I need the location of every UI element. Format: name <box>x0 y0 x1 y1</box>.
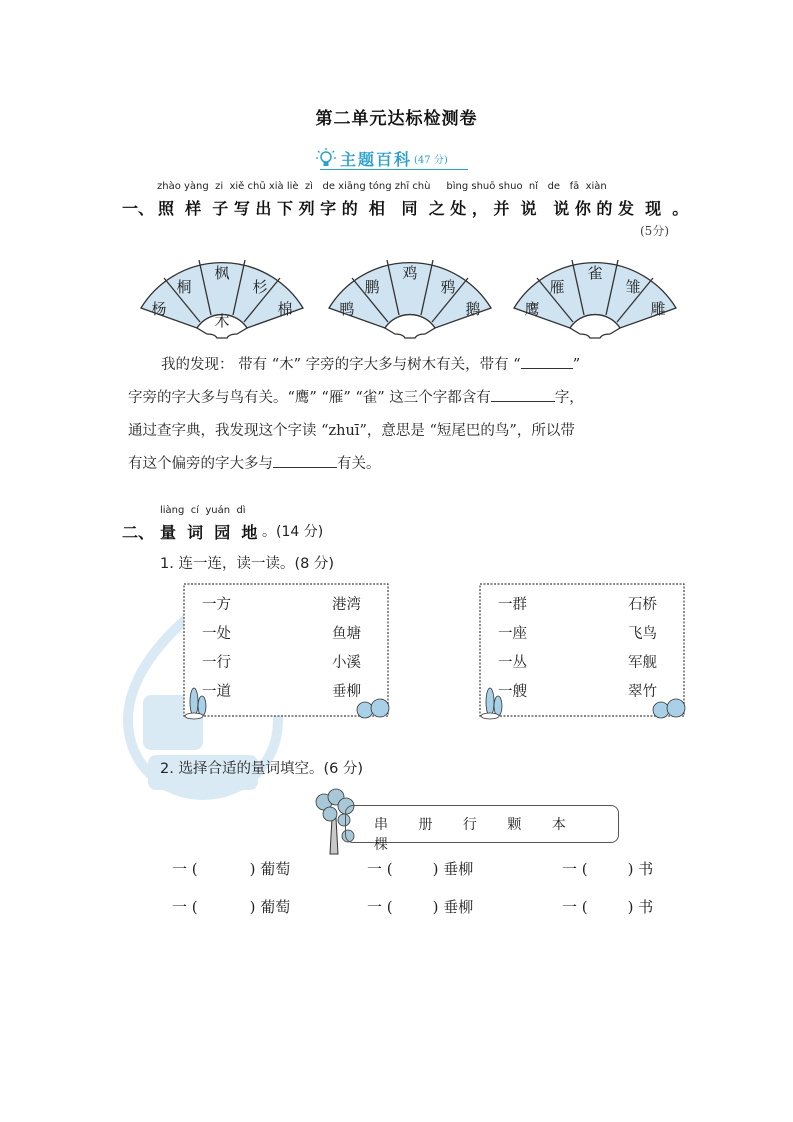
page-title: 第二单元达标检测卷 <box>315 109 478 129</box>
word-bank-item: 串 <box>374 817 388 833</box>
fan-char: 杨 <box>151 300 167 318</box>
word-bank-item: 本 <box>551 817 566 833</box>
lightbulb-icon <box>315 147 337 169</box>
fill-row-1-item-2: 一 ( ) 垂柳 <box>367 860 474 878</box>
noun-word[interactable]: 军舰 <box>628 655 657 671</box>
fan-zhui-radical <box>510 248 680 340</box>
noun-word[interactable]: 翠竹 <box>628 684 657 700</box>
word-bank-item: 颗 <box>507 817 522 833</box>
answer-line-2: 字旁的字大多与鸟有关。“鹰” “雁” “雀” 这三个字都含有 字， <box>128 382 584 415</box>
fan-char: 雀 <box>587 264 603 282</box>
noun-word[interactable]: 石桥 <box>628 597 657 613</box>
matching-box-2 <box>476 580 688 720</box>
answer-line-4: 有这个偏旁的字大多与 有关。 <box>128 448 381 481</box>
measure-word[interactable]: 一群 <box>498 597 527 613</box>
q1-score: (5分) <box>640 224 669 238</box>
fan-center-char: 木 <box>214 312 230 330</box>
q2-pinyin: liàng cí yuán dì <box>160 505 246 516</box>
banner-underline <box>320 169 468 170</box>
fan-char: 鹅 <box>465 300 481 318</box>
q2-part1-label: 1. 连一连，读一读。(8 分) <box>160 556 335 572</box>
q2-part2-label: 2. 选择合适的量词填空。(6 分) <box>160 761 364 777</box>
word-bank <box>345 805 619 853</box>
fan-char: 雁 <box>549 278 565 296</box>
q1-number: 一、 <box>122 199 155 218</box>
answer-blank-1[interactable] <box>521 354 573 369</box>
fan-char: 鹰 <box>524 300 540 318</box>
measure-word[interactable]: 一方 <box>202 597 231 613</box>
noun-word[interactable]: 港湾 <box>332 597 361 613</box>
fan-char: 鸦 <box>440 278 456 296</box>
fan-char: 雕 <box>650 300 666 318</box>
fan-char: 雏 <box>625 278 641 296</box>
fan-char: 鸭 <box>339 300 355 318</box>
banner-score: (47 分) <box>414 154 448 166</box>
answer-blank-3[interactable] <box>273 453 337 468</box>
fill-row-2-item-3: 一 ( ) 书 <box>562 898 654 916</box>
measure-word[interactable]: 一艘 <box>498 684 527 700</box>
fill-row-1-item-1: 一 ( ) 葡萄 <box>172 860 291 878</box>
answer-line-1: 我的发现： 带有 “木” 字旁的字大多与树木有关，带有 “ ” <box>161 349 580 382</box>
section-banner <box>315 146 448 170</box>
word-bank-item: 行 <box>462 817 477 833</box>
measure-word[interactable]: 一道 <box>202 684 231 700</box>
noun-word[interactable]: 小溪 <box>332 655 361 671</box>
measure-word[interactable]: 一座 <box>498 626 527 642</box>
q1-pinyin: zhào yàng zi xiě chū xià liè zì de xiāng tóng zhī chù bìng shuō shuo nǐ de fā xiàn <box>157 181 607 192</box>
fill-row-2-item-2: 一 ( ) 垂柳 <box>367 898 474 916</box>
noun-word[interactable]: 鱼塘 <box>332 626 361 642</box>
fan-bird-radical <box>325 248 495 340</box>
fan-char: 棉 <box>277 300 293 318</box>
word-bank-item: 册 <box>418 817 433 833</box>
fan-char: 杉 <box>252 278 268 296</box>
answer-blank-2[interactable] <box>491 387 555 402</box>
measure-word[interactable]: 一丛 <box>498 655 527 671</box>
fill-row-2-item-1: 一 ( ) 葡萄 <box>172 898 291 916</box>
measure-word[interactable]: 一处 <box>202 626 231 642</box>
q2-score: 。(14 分) <box>262 524 324 540</box>
banner-label: 主题百科 <box>340 149 413 169</box>
noun-word[interactable]: 飞鸟 <box>628 626 657 642</box>
q2-title: 量 词 园 地 <box>160 523 258 542</box>
fan-char: 枫 <box>214 264 230 282</box>
fan-char: 桐 <box>176 278 192 296</box>
fill-row-1-item-3: 一 ( ) 书 <box>562 860 654 878</box>
word-bank-item: 棵 <box>374 837 388 853</box>
matching-box-1 <box>180 580 392 720</box>
q2-number: 二、 <box>122 523 155 542</box>
noun-word[interactable]: 垂柳 <box>332 684 361 700</box>
answer-line-3: 通过查字典，我发现这个字读 “zhuī”，意思是 “短尾巴的鸟”，所以带 <box>128 423 575 439</box>
q1-instruction: 照 样 子 写 出 下 列 字 的 相 同 之 处 ， 并 说 说 你 的 发 现 。 <box>158 199 689 218</box>
fan-char: 鸡 <box>402 264 418 282</box>
measure-word[interactable]: 一行 <box>202 655 231 671</box>
fan-char: 鹏 <box>364 278 380 296</box>
fan-wood-radical <box>137 248 307 340</box>
